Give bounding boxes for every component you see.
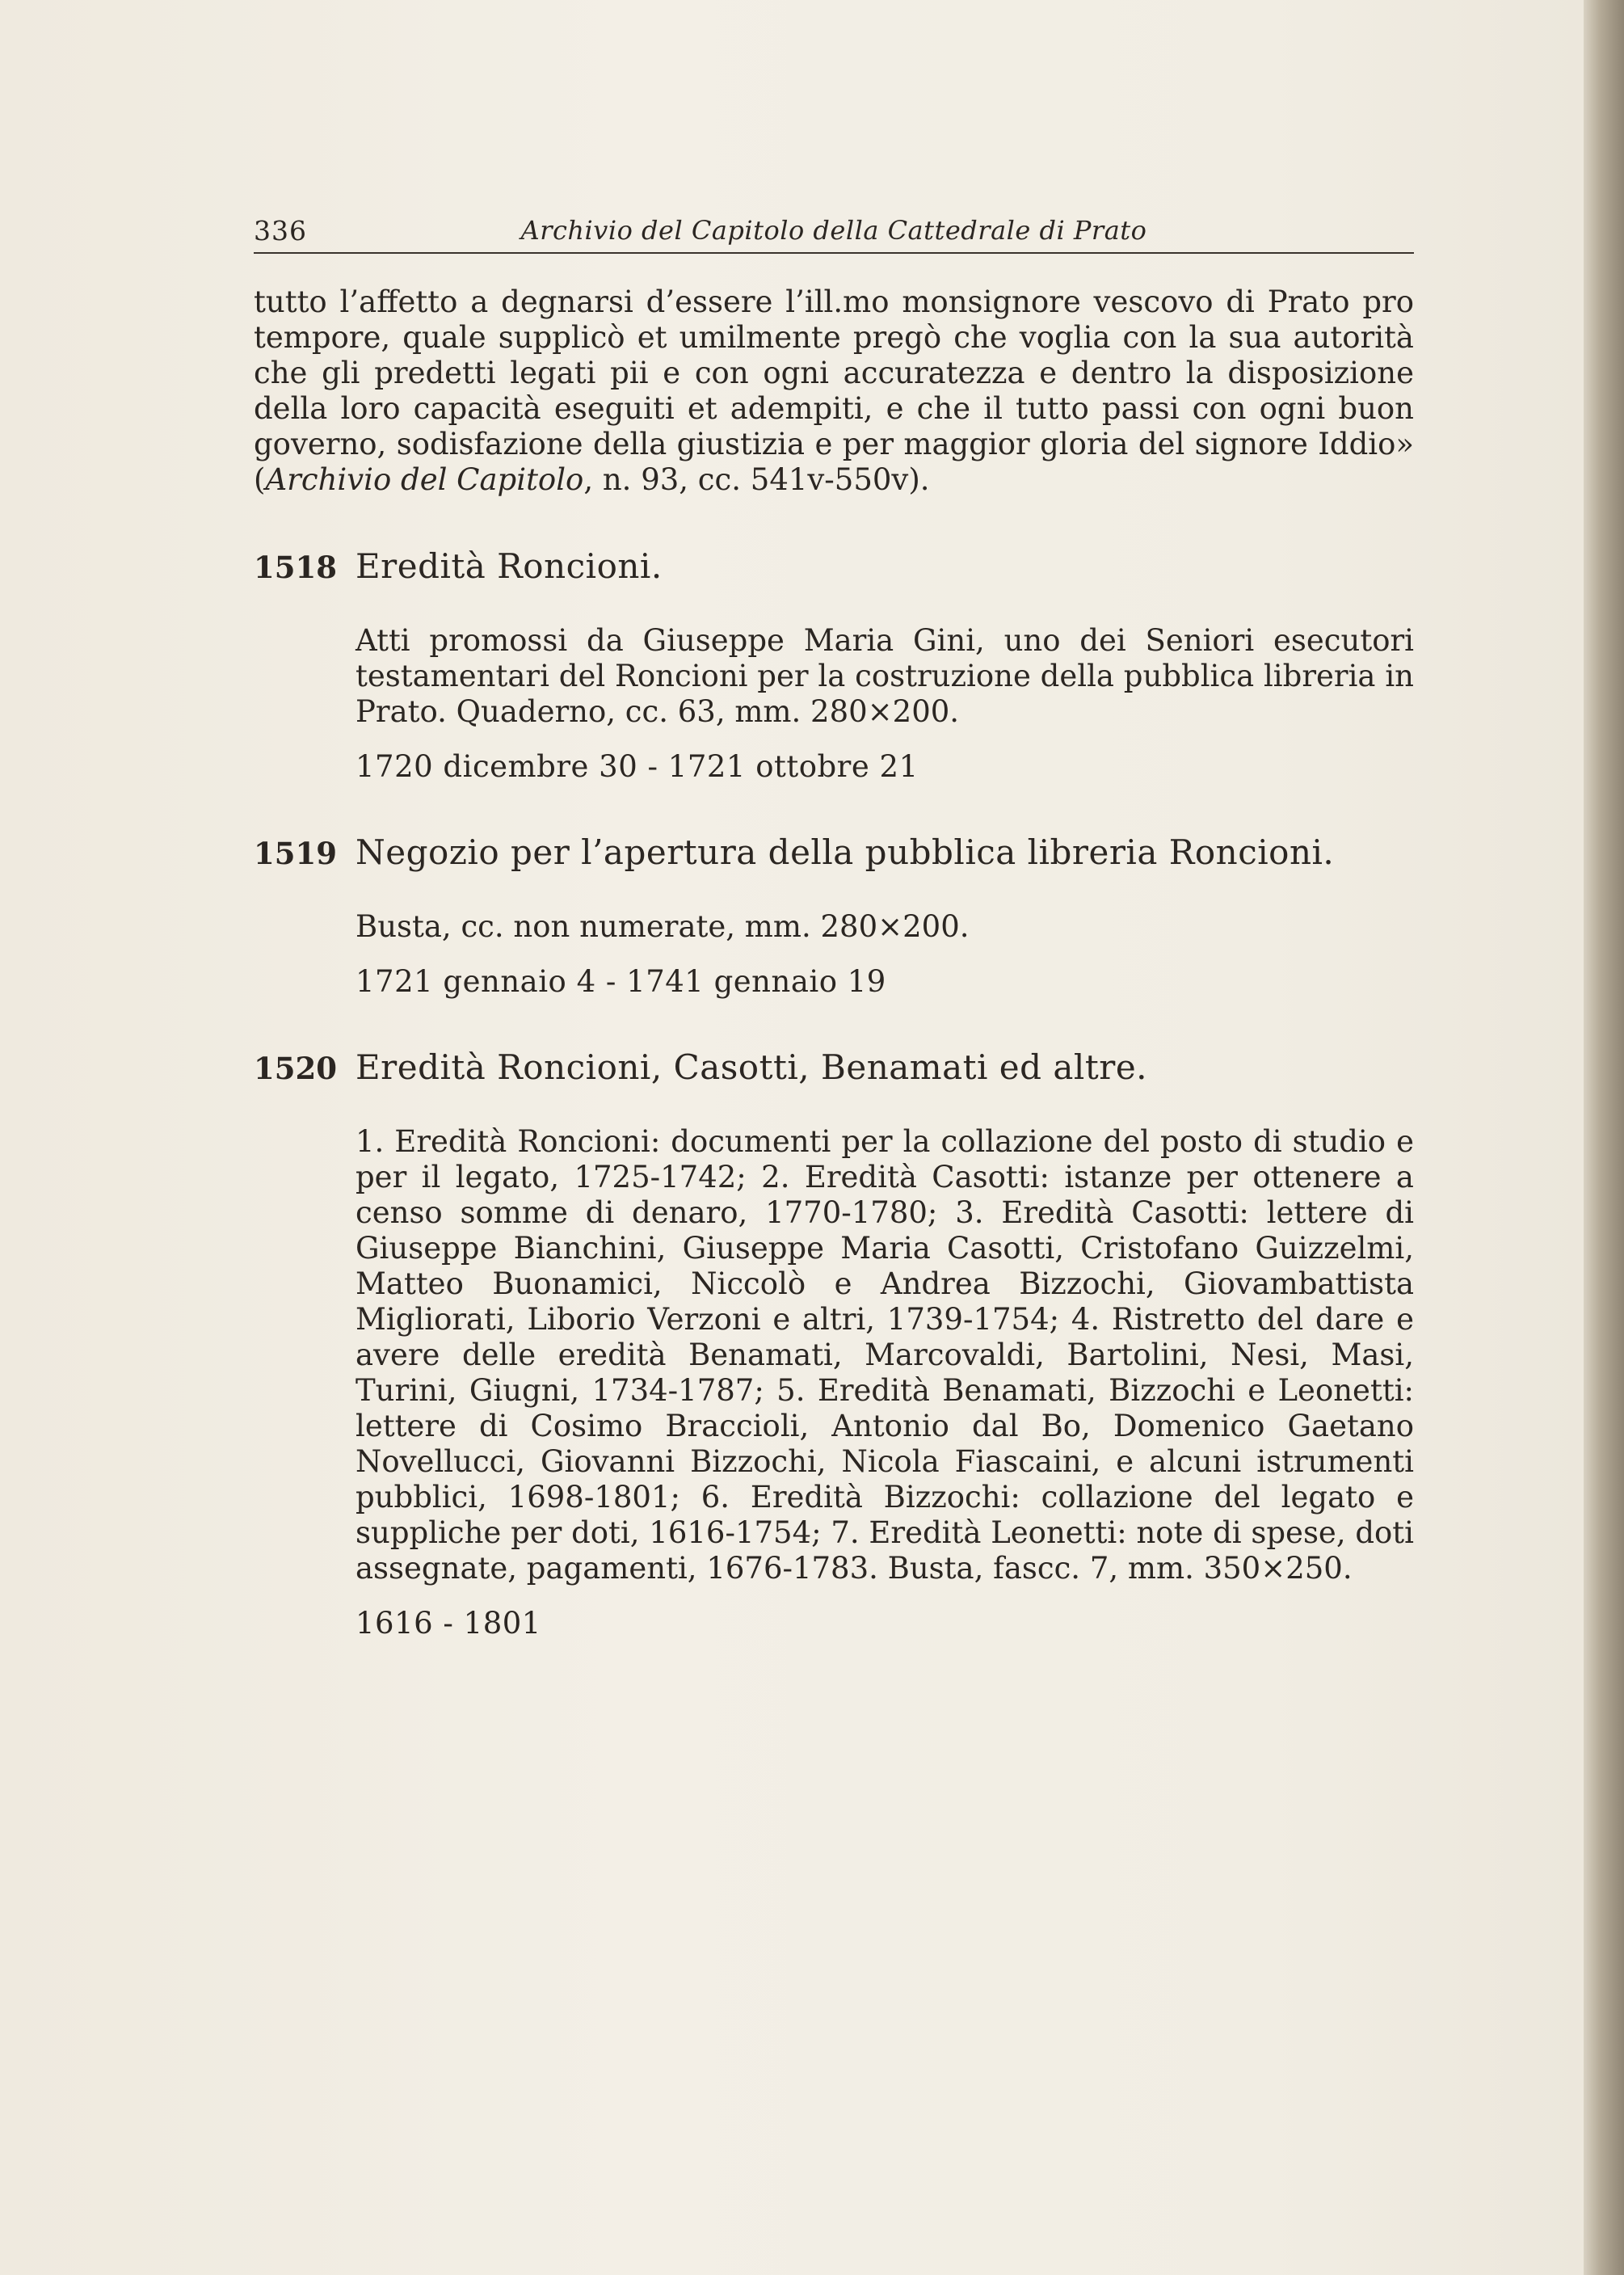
text-block	[254, 210, 1414, 1641]
entry-heading	[254, 546, 1414, 586]
intro-text-end: , n. 93, cc. 541v-550v).	[583, 462, 930, 497]
page-edge-shadow	[1584, 0, 1624, 2275]
entry-1518	[254, 546, 1414, 784]
intro-text: tutto l’affetto a degnarsi d’essere l’ill.mo monsignore vescovo di Prato pro tempore, quale supplicò et umilmente pregò che voglia con la sua autorità che gli predetti legati pii e con ogni accuratezza e dentro la disposizione della loro capacità eseguiti et adempiti, e che il tutto passi con ogni buon governo, sodisfazione della giustizia e per maggior gloria del signore Iddio» (	[254, 284, 1414, 497]
entry-title: Eredità Roncioni, Casotti, Benamati ed altre.	[356, 1047, 1148, 1087]
entry-1519	[254, 832, 1414, 999]
entry-description: Busta, cc. non numerate, mm. 280×200.	[356, 909, 970, 944]
entry-heading	[254, 1047, 1414, 1087]
entry-number: 1520	[254, 1051, 337, 1086]
entry-date: 1720 dicembre 30 - 1721 ottobre 21	[356, 749, 919, 784]
entry-title: Eredità Roncioni.	[356, 546, 663, 586]
intro-paragraph	[254, 284, 1414, 498]
entry-number: 1518	[254, 550, 337, 585]
page-number: 336	[254, 215, 307, 246]
page-header	[254, 210, 1414, 254]
entry-description: Atti promossi da Giuseppe Maria Gini, uno dei Seniori esecutori testamentari del Roncioni per la costruzione della pubblica libreria in Prato. Quaderno, cc. 63, mm. 280×200.	[356, 623, 1414, 729]
entry-description: 1. Eredità Roncioni: documenti per la collazione del posto di studio e per il legato, 1725-1742; 2. Eredità Casotti: istanze per ottenere a censo somme di denaro, 1770-1780; 3. Eredità Casotti: lettere di Giuseppe Bianchini, Giuseppe Maria Casotti, Cristofano Guizzelmi, Matteo Buonamici, Niccolò e Andrea Bizzochi, Giovambattista Migliorati, Liborio Verzoni e altri, 1739-1754; 4. Ristretto del dare e avere delle eredità Benamati, Marcovaldi, Bartolini, Nesi, Masi, Turini, Giugni, 1734-1787; 5. Eredità Benamati, Bizzochi e Leonetti: lettere di Cosimo Braccioli, Antonio dal Bo, Domenico Gaetano Novellucci, Giovanni Bizzochi, Nicola Fiascaini, e alcuni istrumenti pubblici, 1698-1801; 6. Eredità Bizzochi: collazione del legato e suppliche per doti, 1616-1754; 7. Eredità Leonetti: note di spese, doti assegnate, pagamenti, 1676-1783. Busta, fascc. 7, mm. 350×250.	[356, 1124, 1415, 1586]
entry-date: 1721 gennaio 4 - 1741 gennaio 19	[356, 964, 886, 999]
entry-date: 1616 - 1801	[356, 1606, 541, 1641]
intro-citation-italic: Archivio del Capitolo	[265, 462, 584, 497]
entry-heading	[254, 832, 1414, 872]
running-title: Archivio del Capitolo della Cattedrale di Prato	[520, 215, 1147, 246]
entry-title: Negozio per l’apertura della pubblica libreria Roncioni.	[356, 832, 1335, 872]
entry-number: 1519	[254, 836, 337, 871]
entry-1520	[254, 1047, 1414, 1641]
